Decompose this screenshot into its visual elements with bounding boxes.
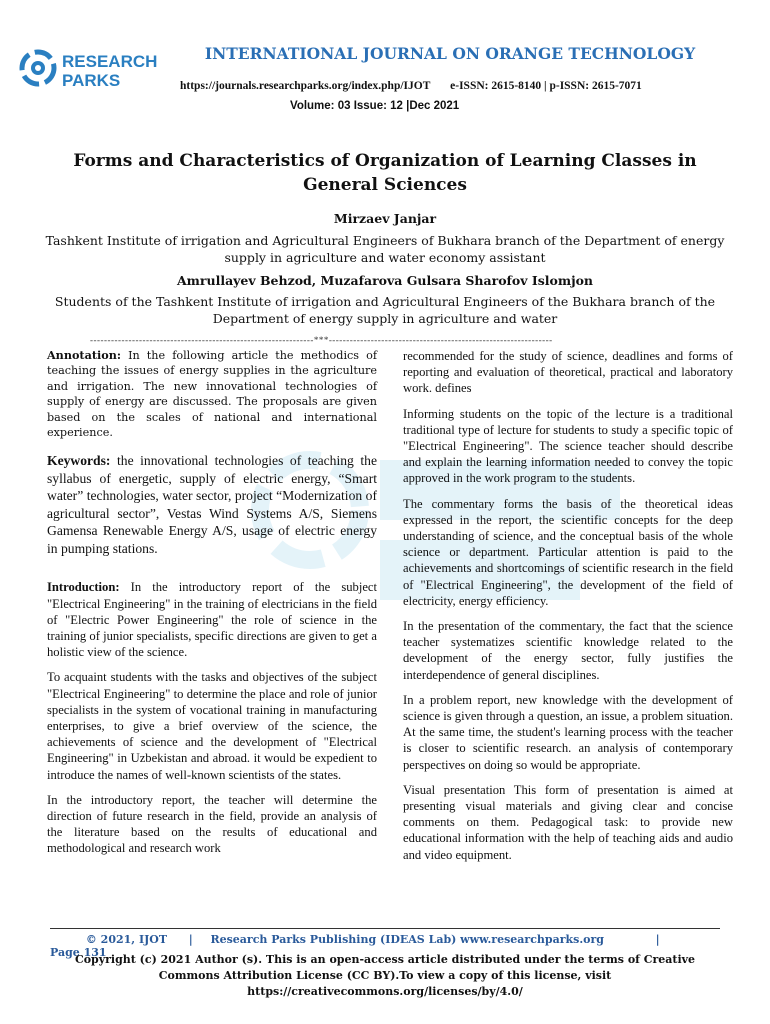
authors-2: Amrullayev Behzod, Muzafarova Gulsara Sharofov Islomjon bbox=[176, 273, 594, 288]
logo-text: RESEARCH PARKS bbox=[62, 52, 158, 90]
license-notice: Copyright (c) 2021 Author (s). This is an open-access article distributed under the terms of Creative Commons Attribution License (CC BY).To view a copy of this license, visit https://creativecommons.org/licenses/by/4.0/ bbox=[74, 953, 696, 998]
journal-title: INTERNATIONAL JOURNAL ON ORANGE TECHNOLOGY bbox=[204, 44, 696, 63]
volume-issue: Volume: 03 Issue: 12 |Dec 2021 bbox=[290, 100, 460, 112]
divider: ----------------------------------------------------------------***---------------------------------------------------------------- bbox=[90, 335, 553, 345]
body-paragraph: To acquaint students with the tasks and objectives of the subject "Electrical Engineering" to determine the place and role of junior specialists in the system of vocational training in manufacturing enterprises, to give a brief overview of the science, the achievements of science and the development of "Electrical Engineering" in Uzbekistan and abroad. it would be expedient to introduce the names of well-known scientists of the states. bbox=[47, 670, 377, 782]
issn: e-ISSN: 2615-8140 | p-ISSN: 2615-7071 bbox=[450, 80, 642, 92]
article-title: Forms and Characteristics of Organization of Learning Classes in General Sciences bbox=[73, 151, 697, 195]
body-paragraph: In the presentation of the commentary, the fact that the science teacher systematizes scientific knowledge related to the development of the energy sector, fully justifies the interdependence of general disciplines. bbox=[403, 619, 733, 682]
footer-separator: | bbox=[655, 933, 660, 946]
annotation-paragraph: Annotation: In the following article the methodics of teaching the issues of energy supplies in the agriculture and irrigation. The new innovational technologies of supply of energy are discussed. The proposals are given based on the scales of national and international experience. bbox=[47, 348, 377, 440]
body-paragraph: The commentary forms the basis of the theoretical ideas expressed in the report, the scientific concepts for the deep understanding of science, and the conceptual basis of the whole science or department. Particular attention is paid to the achievements and shortcomings of scientific research in the field of "Electrical Engineering", the development of the field of electricity, energy efficiency. bbox=[403, 496, 733, 608]
affiliation-1: Tashkent Institute of irrigation and Agricultural Engineers of Bukhara branch of the Department of energy supply in agriculture and water economy assistant bbox=[45, 233, 725, 265]
body-paragraph: recommended for the study of science, deadlines and forms of reporting and evaluation of theoretical, practical and laboratory work. defines bbox=[403, 349, 733, 396]
left-column bbox=[47, 348, 377, 866]
footer-separator: | bbox=[188, 933, 193, 946]
right-column bbox=[403, 348, 733, 872]
journal-info-line bbox=[180, 80, 740, 92]
body-paragraph: In a problem report, new knowledge with the development of science is given through a question, an issue, a problem situation. At the same time, the student's learning process with the teacher is closer to scientific research. an analysis of contemporary perspectives on doing so would be appropriate. bbox=[403, 692, 733, 772]
footer-copyright: © 2021, IJOT bbox=[85, 933, 168, 946]
author-1: Mirzaev Janjar bbox=[333, 211, 437, 226]
body-paragraph: Visual presentation This form of presentation is aimed at presenting visual materials and giving clear and concise comments on them. Pedagogical task: to provide new educational information with the help of teaching aids and audio and video equipment. bbox=[403, 782, 733, 862]
journal-url[interactable]: https://journals.researchparks.org/index.php/IJOT bbox=[180, 80, 431, 92]
keywords-paragraph: Keywords: the innovational technologies of teaching the syllabus of energetic, supply of electric energy, “Smart water” technologies, water sector, project “Modernization of agricultural sector”, Vestas Wind Systems A/S, Siemens Gamensa Renewable Energy A/S, usage of electric energy in pumping stations. bbox=[47, 453, 377, 556]
body-paragraph: In the introductory report, the teacher will determine the direction of future research in the field, provide an analysis of the literature based on the results of educational and methodological and research work bbox=[47, 792, 377, 856]
introduction-paragraph: Introduction: In the introductory report of the subject "Electrical Engineering" in the training of electricians in the field of "Electric Power Engineering" the role of science in the training of junior specialists, specific directions are given to get a holistic view of the science. bbox=[47, 580, 377, 660]
footer-publisher[interactable]: Research Parks Publishing (IDEAS Lab) www.researchparks.org bbox=[210, 933, 604, 946]
affiliation-2: Students of the Tashkent Institute of irrigation and Agricultural Engineers of the Bukhara branch of the Department of energy supply in agriculture and water bbox=[54, 294, 716, 326]
body-paragraph: Informing students on the topic of the lecture is a traditional traditional type of lecture for students to study a specific topic of "Electrical Engineering". The science teacher should describe and explain the learning information needed to convey the topic approved in the work program to the students. bbox=[403, 406, 733, 486]
page-number: Page 131 bbox=[50, 946, 107, 959]
